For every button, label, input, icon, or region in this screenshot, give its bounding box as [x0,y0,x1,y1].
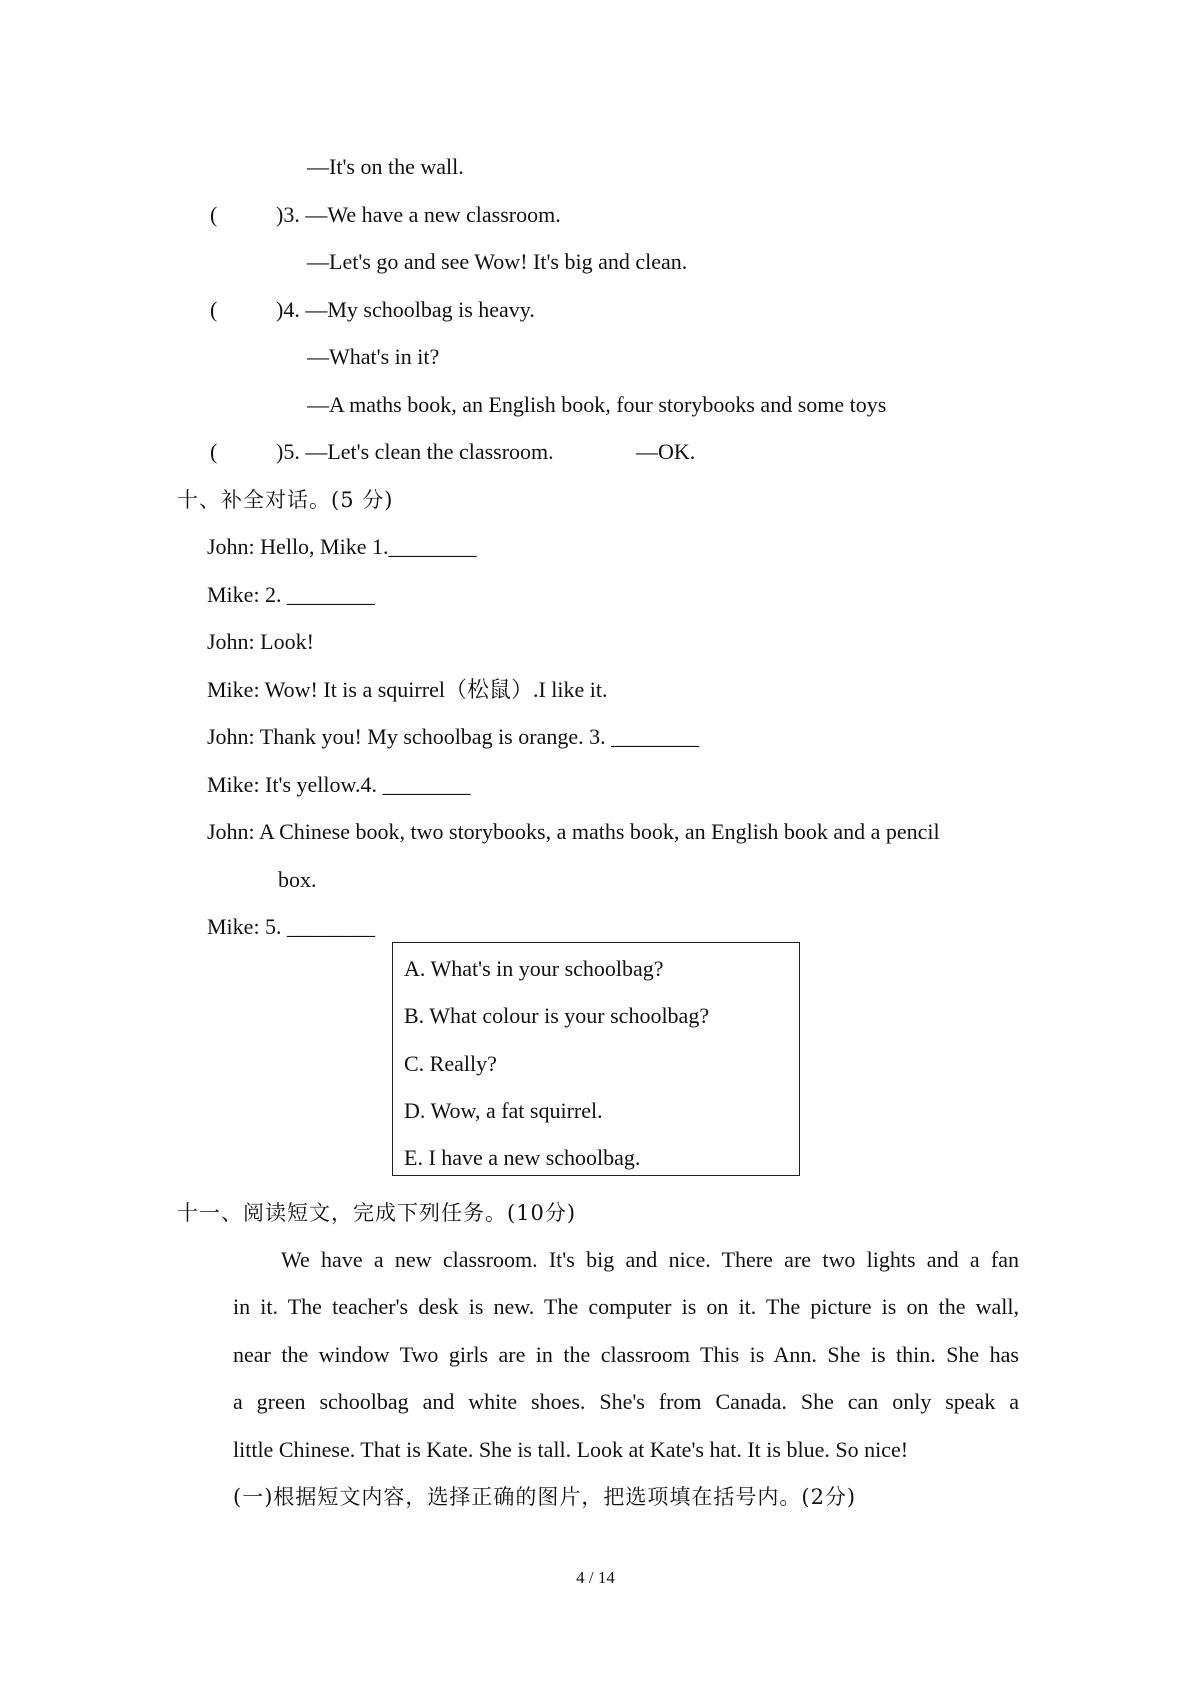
section-11-heading: 十一、阅读短文，完成下列任务。(10分) [177,1201,577,1225]
passage-line: in it. The teacher's desk is new. The computer is on it. The picture is on the wall, [233,1294,1019,1319]
page-number: 4 / 14 [576,1568,615,1587]
question-number: )5. [276,439,306,464]
question-line: —A maths book, an English book, four storybooks and some toys [307,392,887,417]
question-line: —Let's clean the classroom. [305,439,554,464]
passage-line: near the window Two girls are in the classroom This is Ann. She is thin. She has [233,1342,1019,1367]
answer-paren[interactable]: ( [210,202,218,227]
question-line: —My schoolbag is heavy. [305,297,535,322]
q2-answer: —It's on the wall. [307,154,464,179]
dialogue-line: Mike: 5. ________ [207,914,376,939]
answer-paren[interactable]: ( [210,297,218,322]
question-3 [210,200,561,230]
dialogue-line: John: Look! [207,629,314,654]
question-number: )3. [276,202,306,227]
option-b: B. What colour is your schoolbag? [404,1003,710,1028]
question-line: —Let's go and see Wow! It's big and clean. [307,249,688,274]
passage-line: a green schoolbag and white shoes. She's from Canada. She can only speak a [233,1389,1019,1414]
dialogue-line: box. [278,867,317,892]
options-box [392,942,800,1176]
question-4 [210,295,535,325]
passage [233,1435,1019,1465]
option-a: A. What's in your schoolbag? [404,956,664,981]
dialogue-line: John: A Chinese book, two storybooks, a maths book, an English book and a pencil [207,819,940,844]
question-number: )4. [276,297,306,322]
dialogue-line: Mike: Wow! It is a squirrel（松鼠）.I like it. [207,677,608,702]
question-line: —We have a new classroom. [305,202,561,227]
option-e: E. I have a new schoolbag. [404,1145,641,1170]
passage [233,1292,1019,1322]
option-d: D. Wow, a fat squirrel. [404,1098,603,1123]
question-line: —OK. [636,439,696,464]
dialogue-line: John: Hello, Mike 1.________ [207,534,477,559]
dialogue-line: Mike: 2. ________ [207,582,376,607]
dialogue-line: Mike: It's yellow.4. ________ [207,772,471,797]
question-line: —What's in it? [307,344,440,369]
question-5 [210,437,554,467]
passage [233,1387,1019,1417]
passage [233,1340,1019,1370]
dialogue-line: John: Thank you! My schoolbag is orange. 3. ________ [207,724,700,749]
subtask-heading: (一)根据短文内容，选择正确的图片，把选项填在括号内。(2分) [233,1485,857,1509]
passage-line: little Chinese. That is Kate. She is tall. Look at Kate's hat. It is blue. So nice! [233,1437,909,1462]
option-c: C. Really? [404,1051,497,1076]
passage [233,1245,1019,1275]
passage-line: We have a new classroom. It's big and nice. There are two lights and a fan [281,1247,1019,1272]
section-10-heading: 十、补全对话。(5 分) [177,488,394,512]
answer-paren[interactable]: ( [210,439,218,464]
